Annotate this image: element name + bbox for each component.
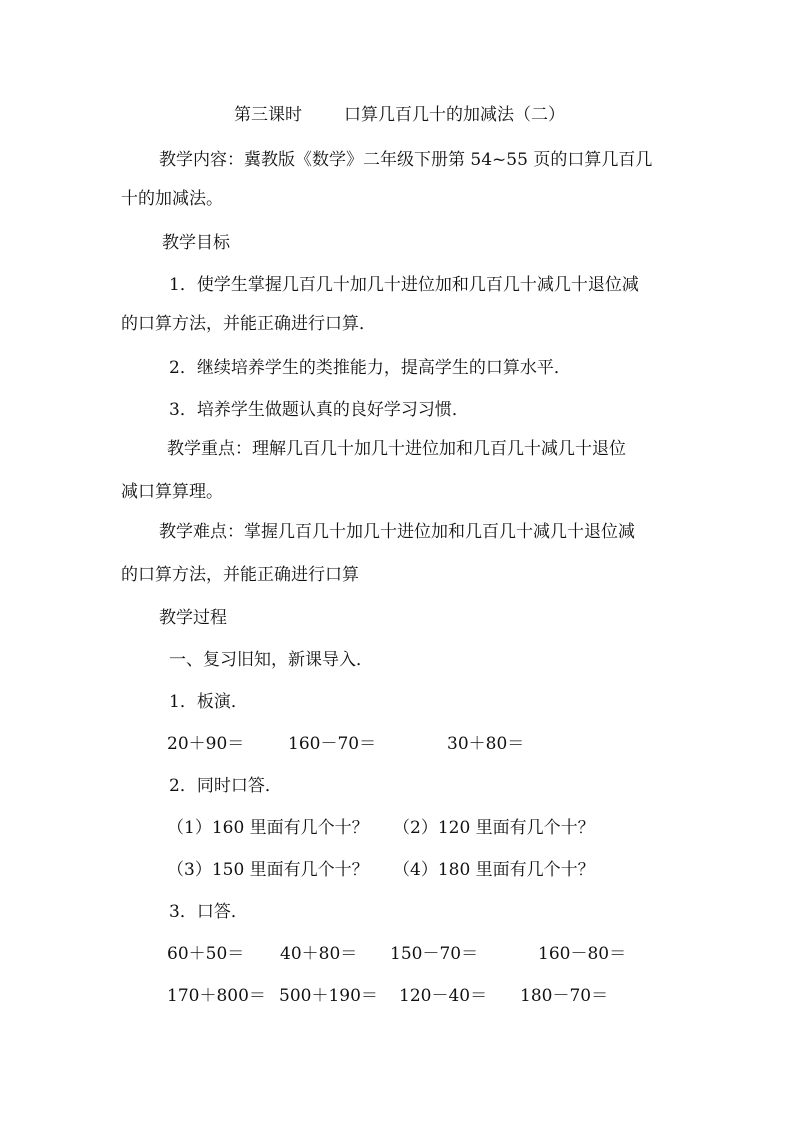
item-3-oral: 3．口答． [169, 902, 248, 922]
oral-problem: 500＋190＝ [279, 986, 378, 1006]
oral-problem: 170＋800＝ [167, 986, 266, 1006]
question-row-2 [167, 862, 595, 879]
lesson-topic: 口算几百几十的加减法（二） [344, 105, 565, 125]
oral-row-1 [167, 946, 626, 963]
board-problem: 30＋80＝ [447, 734, 525, 754]
goal-3: 3．培养学生做题认真的良好学习习惯． [169, 400, 469, 420]
oral-problem: 120－40＝ [399, 986, 488, 1006]
oral-problem: 160－80＝ [538, 944, 627, 964]
question-item: （2）120 里面有几个十？ [393, 818, 595, 838]
question-item: （4）180 里面有几个十？ [393, 860, 595, 880]
question-row-1 [167, 820, 595, 837]
lesson-number: 第三课时 [234, 105, 302, 125]
oral-problem: 40＋80＝ [280, 944, 358, 964]
goal-2: 2．继续培养学生的类推能力，提高学生的口算水平． [169, 358, 571, 378]
process-heading: 教学过程 [159, 608, 227, 628]
goals-heading: 教学目标 [162, 233, 230, 253]
content-line-1: 教学内容：冀教版《数学》二年级下册第 54~55 页的口算几百几 [159, 150, 653, 170]
oral-row-2 [167, 988, 608, 1005]
oral-problem: 60＋50＝ [167, 944, 245, 964]
goal-1-line-2: 的口算方法，并能正确进行口算． [121, 314, 376, 334]
goal-1-line-1: 1．使学生掌握几百几十加几十进位加和几百几十减几十退位减 [169, 275, 639, 295]
section-1-heading: 一、复习旧知，新课导入． [169, 650, 373, 670]
key-point-line-1: 教学重点：理解几百几十加几十进位加和几百几十减几十退位 [167, 439, 626, 459]
board-problem: 160－70＝ [288, 734, 377, 754]
key-point-line-2: 减口算算理。 [121, 482, 223, 502]
content-line-2: 十的加减法。 [121, 189, 223, 209]
board-problems-row [167, 736, 524, 753]
board-problem: 20＋90＝ [167, 734, 245, 754]
oral-problem: 180－70＝ [520, 986, 609, 1006]
question-item: （1）160 里面有几个十？ [167, 818, 369, 838]
difficulty-line-2: 的口算方法，并能正确进行口算 [121, 565, 359, 585]
oral-problem: 150－70＝ [390, 944, 479, 964]
item-2-oral: 2．同时口答． [169, 776, 282, 796]
difficulty-line-1: 教学难点：掌握几百几十加几十进位加和几百几十减几十退位减 [159, 522, 635, 542]
item-1-board: 1．板演． [169, 692, 248, 712]
page-title [234, 107, 565, 124]
question-item: （3）150 里面有几个十？ [167, 860, 369, 880]
